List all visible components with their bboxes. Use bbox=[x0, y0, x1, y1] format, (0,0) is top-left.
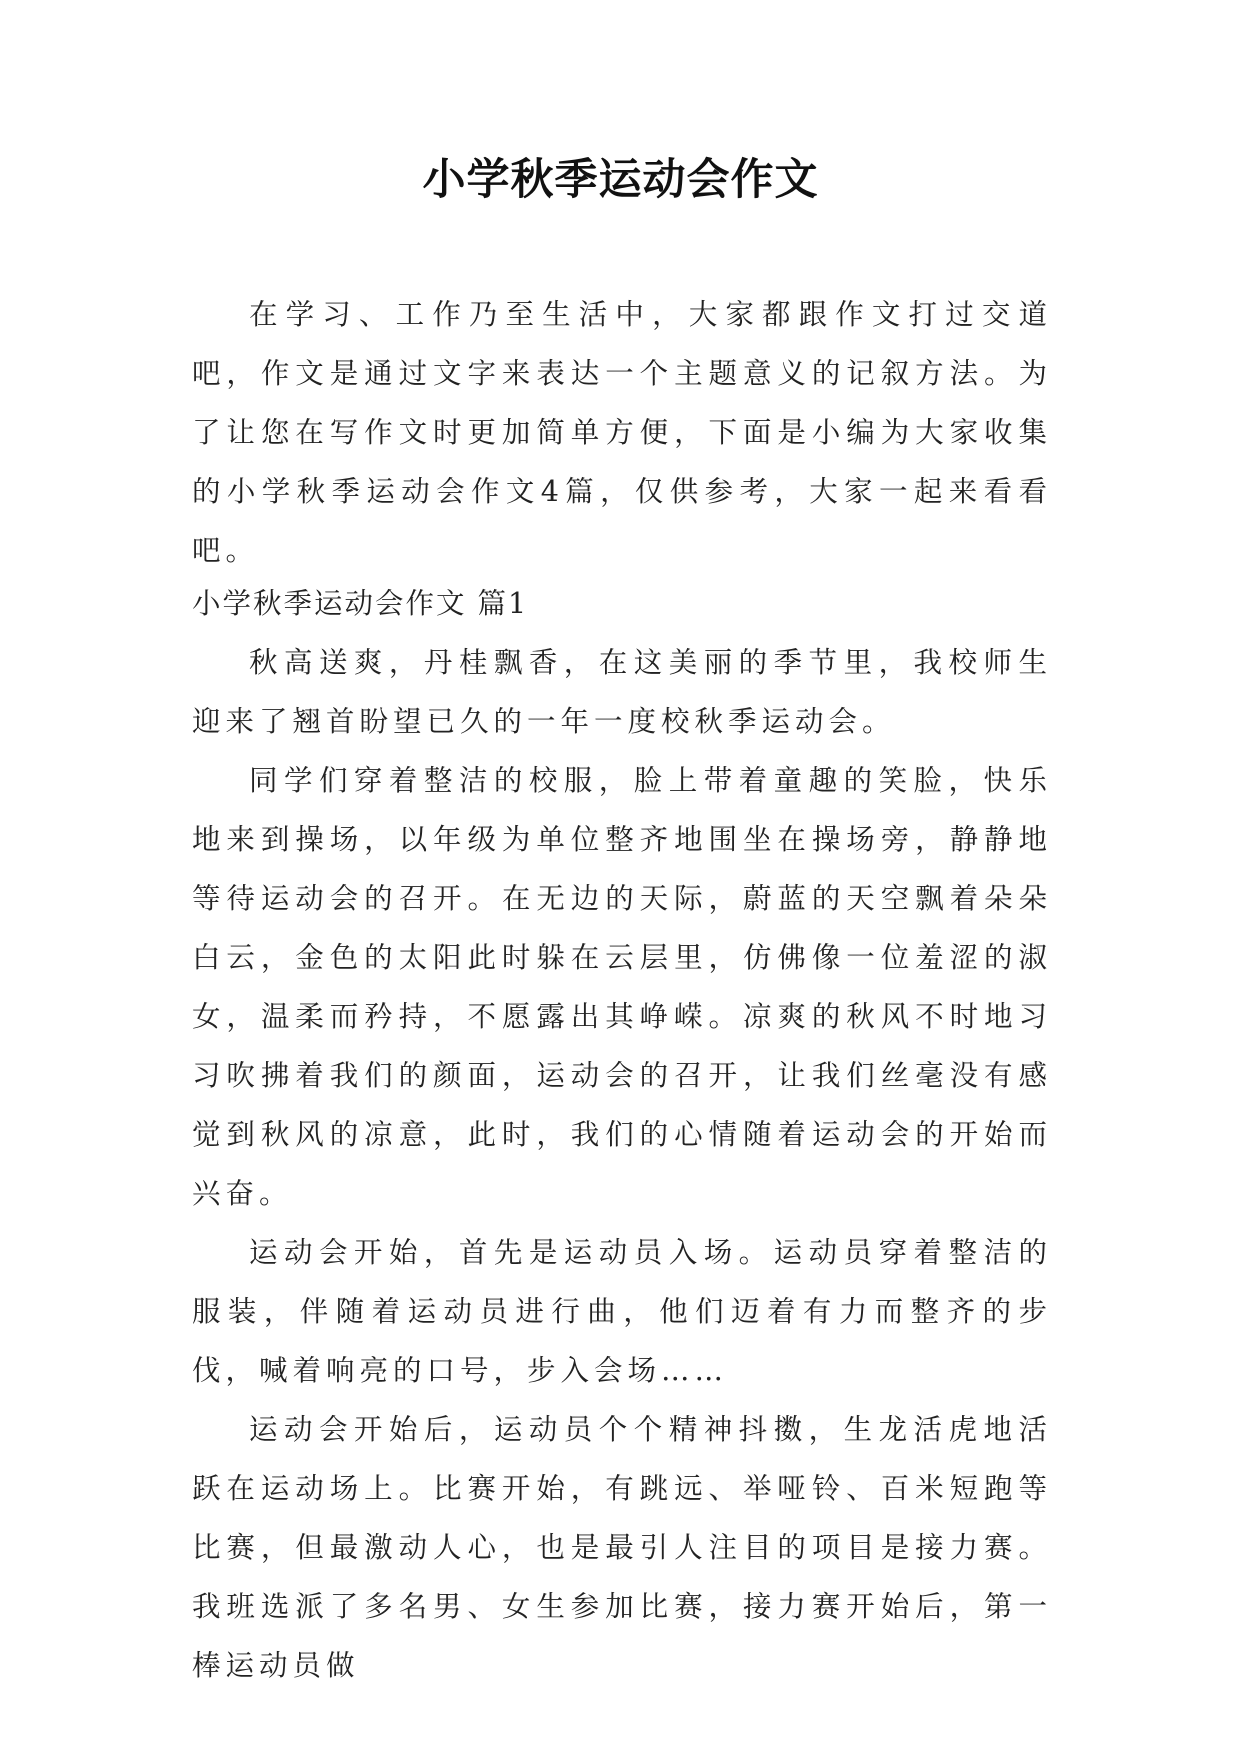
document-title: 小学秋季运动会作文 bbox=[422, 155, 819, 205]
body-paragraph-2: 同学们穿着整洁的校服，脸上带着童趣的笑脸，快乐地来到操场，以年级为单位整齐地围坐在操场旁，静静地等待运动会的召开。在无边的天际，蔚蓝的天空飘着朵朵白云，金色的太阳此时躲在云层里，仿佛像一位羞涩的淑女，温柔而矜持，不愿露出其峥嵘。凉爽的秋风不时地习习吹拂着我们的颜面，运动会的召开，让我们丝毫没有感觉到秋风的凉意，此时，我们的心情随着运动会的开始而兴奋。 bbox=[192, 764, 1052, 1210]
body-paragraph-3: 运动会开始，首先是运动员入场。运动员穿着整洁的服装，伴随着运动员进行曲，他们迈着有力而整齐的步伐，喊着响亮的口号，步入会场…… bbox=[192, 1236, 1052, 1387]
intro-paragraph: 在学习、工作乃至生活中，大家都跟作文打过交道吧，作文是通过文字来表达一个主题意义的记叙方法。为了让您在写作文时更加简单方便，下面是小编为大家收集的小学秋季运动会作文4篇，仅供参考，大家一起来看看吧。 bbox=[192, 298, 1052, 567]
intro-block bbox=[192, 285, 1052, 580]
section-body bbox=[192, 633, 1052, 1695]
section-heading: 小学秋季运动会作文 篇1 bbox=[192, 587, 529, 620]
body-paragraph-4: 运动会开始后，运动员个个精神抖擞，生龙活虎地活跃在运动场上。比赛开始，有跳远、举哑铃、百米短跑等比赛，但最激动人心，也是最引人注目的项目是接力赛。我班选派了多名男、女生参加比赛，接力赛开始后，第一棒运动员做 bbox=[192, 1413, 1052, 1682]
body-paragraph-1: 秋高送爽，丹桂飘香，在这美丽的季节里，我校师生迎来了翘首盼望已久的一年一度校秋季运动会。 bbox=[192, 646, 1052, 738]
